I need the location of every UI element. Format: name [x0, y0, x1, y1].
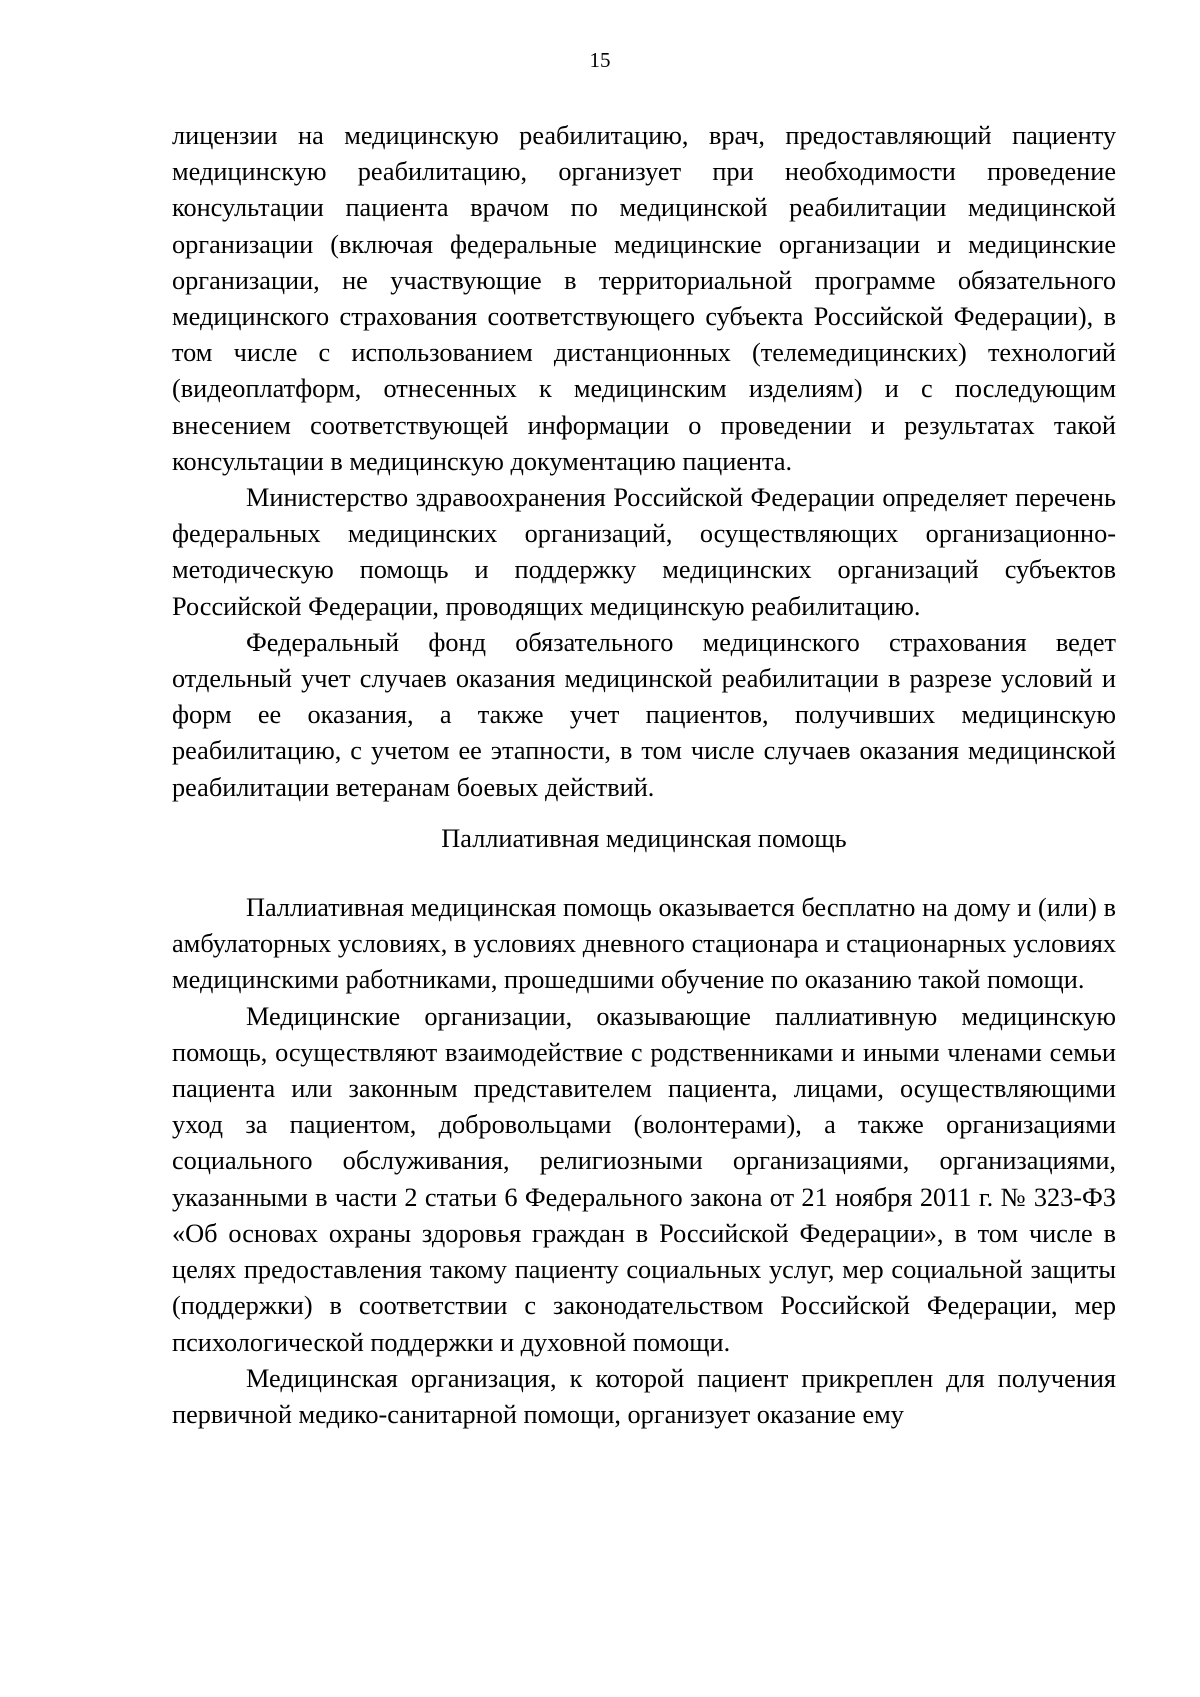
paragraph-palliative-free: Паллиативная медицинская помощь оказывается бесплатно на дому и (или) в амбулаторных условиях, в условиях дневного стационара и стационарных условиях медицинскими работниками, прошедшими обучение по оказанию такой помощи. [172, 893, 1116, 995]
page-number: 15 [589, 48, 611, 72]
paragraph-insurance-fund: Федеральный фонд обязательного медицинского страхования ведет отдельный учет случаев оказания медицинской реабилитации в разрезе условий и форм ее оказания, а также учет пациентов, получивших медицинскую реабилитацию, с учетом ее этапности, в том числе случаев оказания медицинской реабилитации ветеранам боевых действий. [172, 627, 1116, 802]
paragraph-ministry-list: Министерство здравоохранения Российской Федерации определяет перечень федеральных медицинских организаций, осуществляющих организационно-методическую помощь и поддержку медицинских организаций субъектов Российской Федерации, проводящих медицинскую реабилитацию. [172, 483, 1116, 621]
document-body [172, 118, 1116, 1433]
paragraph-attached-organization: Медицинская организация, к которой пациент прикреплен для получения первичной медико-санитарной помощи, организует оказание ему [172, 1363, 1116, 1429]
paragraph-palliative-interaction: Медицинские организации, оказывающие паллиативную медицинскую помощь, осуществляют взаимодействие с родственниками и иными членами семьи пациента или законным представителем пациента, лицами, осуществляющими уход за пациентом, добровольцами (волонтерами), а также организациями социального обслуживания, религиозными организациями, организациями, указанными в части 2 статьи 6 Федерального закона от 21 ноября 2011 г. № 323-ФЗ «Об основах охраны здоровья граждан в Российской Федерации», в том числе в целях предоставления такому пациенту социальных услуг, мер социальной защиты (поддержки) в соответствии с законодательством Российской Федерации, мер психологической поддержки и духовной помощи. [172, 1001, 1116, 1357]
paragraph-continuation: лицензии на медицинскую реабилитацию, врач, предоставляющий пациенту медицинскую реабилитацию, организует при необходимости проведение консультации пациента врачом по медицинской реабилитации медицинской организации (включая федеральные медицинские организации и медицинские организации, не участвующие в территориальной программе обязательного медицинского страхования соответствующего субъекта Российской Федерации), в том числе с использованием дистанционных (телемедицинских) технологий (видеоплатформ, отнесенных к медицинским изделиям) и с последующим внесением соответствующей информации о проведении и результатах такой консультации в медицинскую документацию пациента. [172, 121, 1116, 476]
section-heading: Паллиативная медицинская помощь [441, 823, 847, 853]
